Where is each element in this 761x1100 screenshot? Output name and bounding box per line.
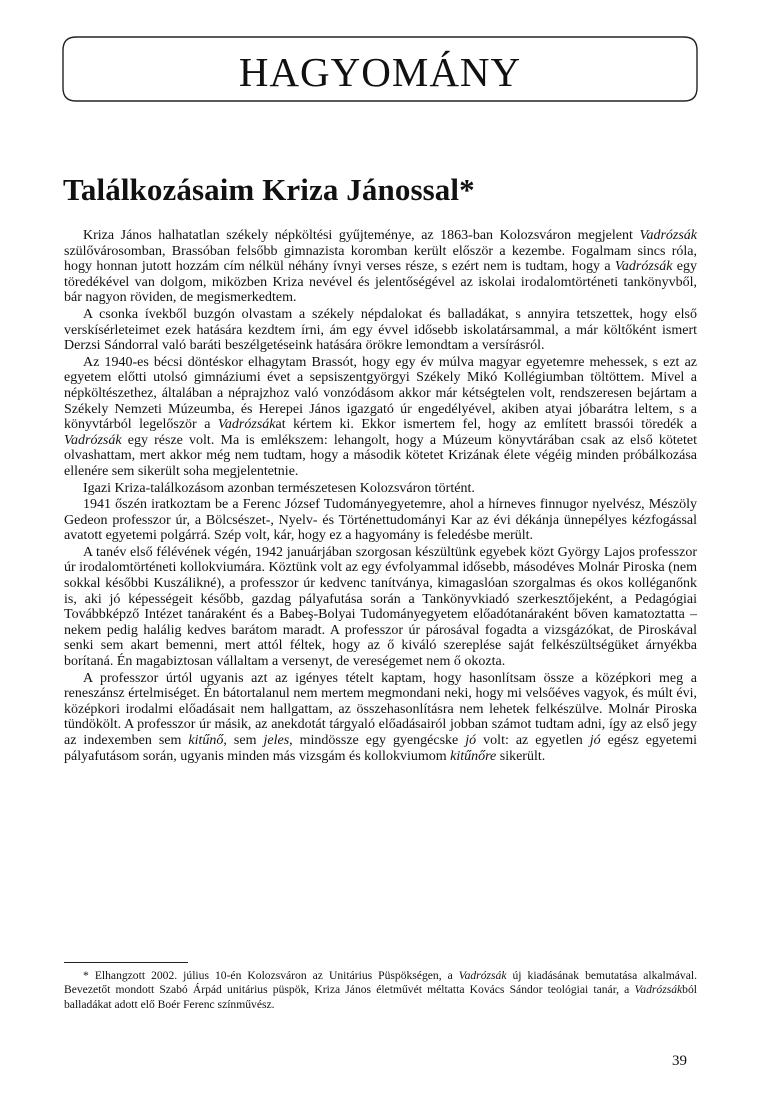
paragraph-6: A tanév első félévének végén, 1942 januárjában szorgosan készültünk egyebek közt György Lajos professzor úr irodalomtörténeti kollokviumára. Köztünk volt az egy évfolyammal idősebb, másodéves Molnár Piroska (nem sokkal későbbi Kuszálikné), a professzor úr kedvenc tanítványa, kimagaslóan szorgalmas és okos kolléganőnk is, aki jó képességeit később, gazdag pályafutása során a Tankönyvkiadó szerkesztőjeként, a Pedagógiai Továbbképző Intézet tanáraként és a Babeş-Bolyai Tudományegyetem előadótanáraként bőven kamatoztatta – nekem pedig halálig kedves barátom maradt. A professzor úr párosával fogadta a vizsgázókat, de Piroskával senki sem akart bemenni, mert attól féltek, hogy az ő kiváló szereplése saját felkészültségüket árnyékba borítaná. Én magabiztosan vállaltam a versenyt, de vereségemet nem ő okozta. (64, 544, 697, 670)
paragraph-1: Kriza János halhatatlan székely népköltési gyűjteménye, az 1863-ban Kolozsváron megjelent Vadrózsák szülővárosomban, Brassóban felsőbb gimnazista koromban került először a kezembe. Fogalmam sincs róla, hogy honnan jutott hozzám cím nélkül néhány ívnyi verses része, s ezért nem is tudtam, hogy a Vadrózsák egy töredékével van dolgom, miközben Kriza nevével és jelentőségével az iskolai irodalomtörténeti tankönyvből, bár nagyon röviden, de megismerkedtem. (64, 228, 697, 306)
paragraph-4: Igazi Kriza-találkozásom azonban természetesen Kolozsváron történt. (83, 480, 475, 496)
page-number: 39 (672, 1053, 687, 1069)
section-title: HAGYOMÁNY (238, 49, 522, 95)
paragraph-5: 1941 őszén iratkoztam be a Ferenc József Tudományegyetemre, ahol a hírneves finnugor nyelvész, Mészöly Gedeon professzor úr, a Bölcsészet-, Nyelv- és Történettudományi Kar az évi dékánja ünnepélyes kézfogással avatott egyetemi polgárrá. Szép volt, kár, hogy ez a hagyomány is feledésbe merült. (64, 497, 697, 544)
section-banner (62, 36, 698, 102)
paragraph-3: Az 1940-es bécsi döntéskor elhagytam Brassót, hogy egy év múlva magyar egyetemre mehessek, s ezt az egyetem előtti utolsó gimnáziumi évet a sepsiszentgyörgyi Székely Mikó Kollégiumban töltöttem. Mivel a népköltészethez, általában a néprajzhoz való vonzódásom akkor már kétségtelen volt, rendszeresen bejártam a Székely Nemzeti Múzeumba, és Herepei János igazgató úr engedélyével, akiben atyai jóbarátra leltem, s a könyvtárból legelőször a Vadrózsákat kértem ki. Ekkor ismertem fel, hogy az említett brassói töredék a Vadrózsák egy része volt. Ma is emlékszem: lehangolt, hogy a Múzeum könyvtárában csak az első kötetet olvashattam, mert akkor még nem tudtam, hogy a második kötetet Krizának élete végéig minden próbálkozása ellenére sem sikerült soha megjelentetnie. (64, 354, 697, 479)
footnote-divider (64, 962, 188, 963)
article-title: Találkozásaim Kriza Jánossal* (63, 172, 475, 207)
paragraph-2: A csonka ívekből buzgón olvastam a székely népdalokat és balladákat, s annyira tetszettek, hogy első verskísérleteimet ezek hatására kezdtem írni, ám egy évvel idősebb iskolatársammal, a már költőként ismert Derzsi Sándorral való baráti beszélgetéseink hatására örökre lemondtam a versírásról. (64, 306, 697, 354)
article-body (64, 228, 697, 764)
footnote: * Elhangzott 2002. július 10-én Kolozsváron az Unitárius Püspökségen, a Vadrózsák új kiadásának bemutatása alkalmával. Bevezetőt mondott Szabó Árpád unitárius püspök, Kriza János életművét méltatta Kovács Sándor teológiai tanár, a Vadrózsákból balladákat adott elő Boér Ferenc színművész. (64, 969, 697, 1011)
paragraph-7: A professzor úrtól ugyanis azt az igényes tételt kaptam, hogy hasonlítsam össze a középkori meg a reneszánsz értelmiséget. Én bátortalanul nem mertem megmondani neki, hogy mi velsőéves vagyok, és múlt évi, középkori irodalmi előadásait nem hallgattam, az összehasonlításra nem lehetek felkészülve. Molnár Piroska tündökölt. A professzor úr másik, az anekdotát tárgyaló előadásairól jobban számot tudtam adni, így az első jegy az indexemben sem kitűnő, sem jeles, mindössze egy gyengécske jó volt: az egyetlen jó egész egyetemi pályafutásom során, ugyanis minden más vizsgám és kollokviumom kitűnőre sikerült. (64, 670, 697, 764)
